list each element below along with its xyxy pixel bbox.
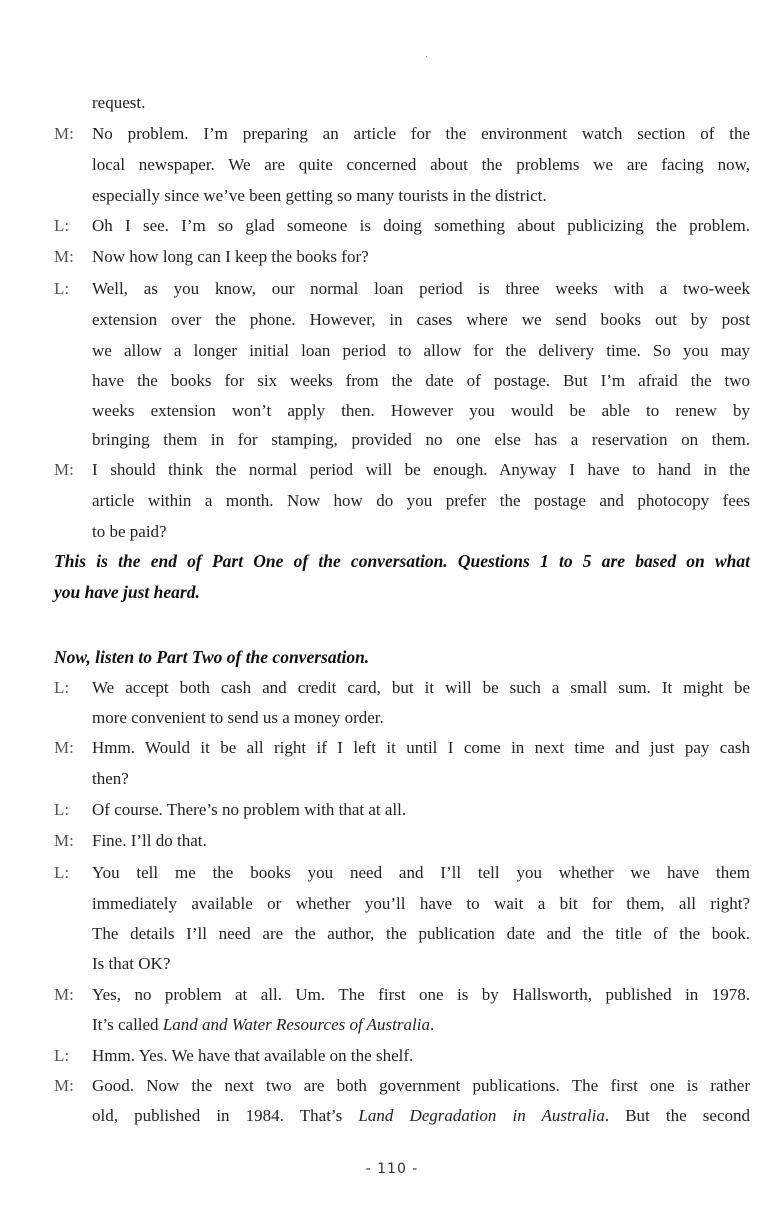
- speaker-m: M:: [54, 247, 74, 266]
- speaker-m: M:: [54, 738, 74, 757]
- text-line: Fine. I’ll do that.: [92, 831, 207, 850]
- book-title: Land Degradation in Australia: [358, 1106, 605, 1125]
- text-line: We accept both cash and credit card, but it will be such a small sum. It might be: [92, 678, 750, 697]
- text-run: old, published in 1984. That’s: [92, 1106, 359, 1125]
- book-title: Land and Water Resources of Australia: [162, 1015, 430, 1034]
- text-line: No problem. I’m preparing an article for the environment watch section of the: [92, 124, 750, 143]
- text-run: . But the second: [604, 1106, 750, 1125]
- text-line: Oh I see. I’m so glad someone is doing something about publicizing the problem.: [92, 216, 750, 235]
- speaker-m: M:: [54, 831, 74, 850]
- speck: [426, 56, 427, 57]
- text-line: [92, 1105, 750, 1127]
- section-end-note: you have just heard.: [54, 582, 200, 602]
- text-line: then?: [92, 769, 129, 788]
- text-line: especially since we’ve been getting so many tourists in the district.: [92, 186, 547, 205]
- text-line: to be paid?: [92, 522, 167, 541]
- text-line: [92, 1014, 434, 1036]
- text-line: immediately available or whether you’ll have to wait a bit for them, all right?: [92, 894, 750, 913]
- speaker-m: M:: [54, 124, 74, 143]
- speaker-m: M:: [54, 460, 74, 479]
- text-line: weeks extension won’t apply then. However you would be able to renew by: [92, 401, 750, 420]
- text-run: It’s called: [92, 1015, 163, 1034]
- text-line: local newspaper. We are quite concerned about the problems we are facing now,: [92, 155, 750, 174]
- text-line: more convenient to send us a money order.: [92, 708, 384, 727]
- speaker-l: L:: [54, 678, 70, 697]
- text-line: You tell me the books you need and I’ll tell you whether we have them: [92, 863, 750, 882]
- text-line: Yes, no problem at all. Um. The first one is by Hallsworth, published in 1978.: [92, 985, 750, 1004]
- text-line: extension over the phone. However, in cases where we send books out by post: [92, 310, 750, 329]
- speaker-l: L:: [54, 1046, 70, 1065]
- part-two-heading: Now, listen to Part Two of the conversation.: [54, 647, 370, 667]
- text-line: article within a month. Now how do you prefer the postage and photocopy fees: [92, 491, 750, 510]
- section-end-note: This is the end of Part One of the conversation. Questions 1 to 5 are based on what: [54, 551, 750, 571]
- text-line: I should think the normal period will be enough. Anyway I have to hand in the: [92, 460, 750, 479]
- speaker-l: L:: [54, 279, 70, 298]
- text-line: request.: [92, 93, 146, 112]
- text-line: Hmm. Would it be all right if I left it until I come in next time and just pay cash: [92, 738, 750, 757]
- text-line: Now how long can I keep the books for?: [92, 247, 369, 266]
- speaker-m: M:: [54, 985, 74, 1004]
- speaker-m: M:: [54, 1076, 74, 1095]
- text-line: Hmm. Yes. We have that available on the shelf.: [92, 1046, 414, 1065]
- text-line: Good. Now the next two are both government publications. The first one is rather: [92, 1076, 750, 1095]
- speaker-l: L:: [54, 800, 70, 819]
- text-line: Well, as you know, our normal loan period is three weeks with a two-week: [92, 279, 750, 298]
- text-line: have the books for six weeks from the date of postage. But I’m afraid the two: [92, 371, 750, 390]
- text-run: .: [429, 1015, 435, 1034]
- text-line: The details I’ll need are the author, the publication date and the title of the book.: [92, 924, 750, 943]
- text-line: we allow a longer initial loan period to allow for the delivery time. So you may: [92, 341, 750, 360]
- page-number: - 110 -: [365, 1161, 419, 1177]
- text-line: bringing them in for stamping, provided no one else has a reservation on them.: [92, 430, 750, 449]
- text-line: Is that OK?: [92, 954, 171, 973]
- speaker-l: L:: [54, 216, 70, 235]
- speaker-l: L:: [54, 863, 70, 882]
- text-line: Of course. There’s no problem with that at all.: [92, 800, 407, 819]
